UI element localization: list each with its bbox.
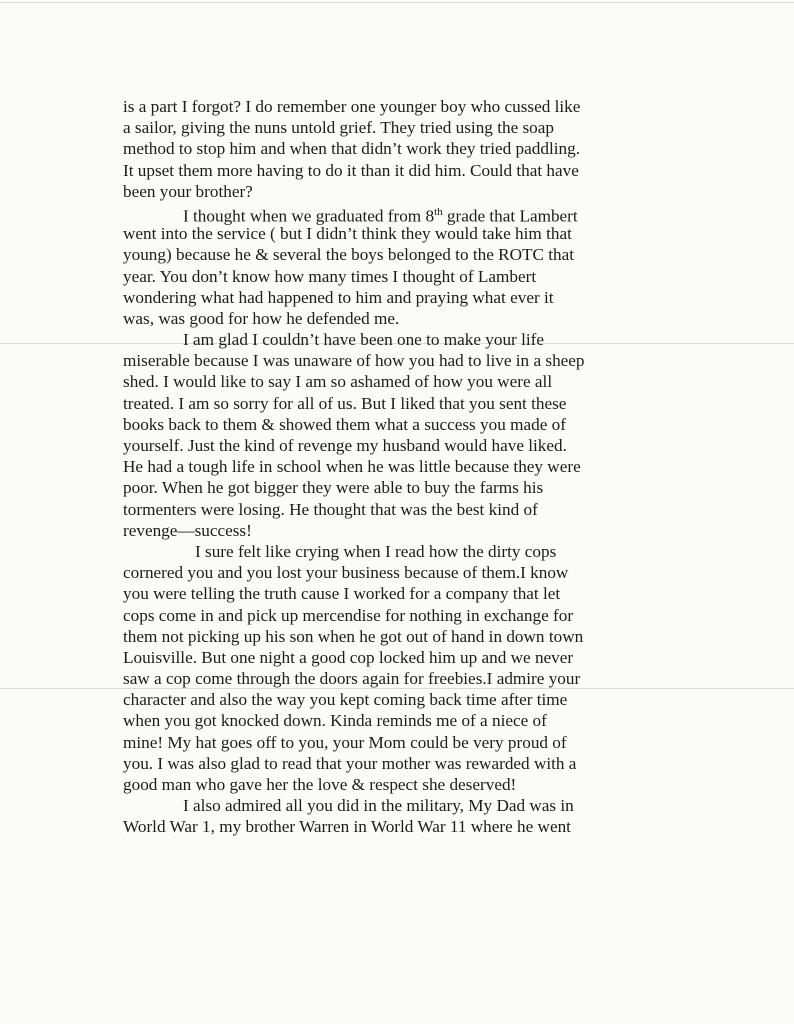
letter-line: poor. When he got bigger they were able to buy the farms his: [123, 478, 544, 498]
letter-line: them not picking up his son when he got out of hand in down town: [123, 626, 584, 646]
letter-line: year. You don’t know how many times I thought of Lambert: [123, 266, 537, 286]
letter-line: wondering what had happened to him and praying what ever it: [123, 287, 554, 307]
letter-line: treated. I am so sorry for all of us. But I liked that you sent these: [123, 393, 567, 413]
letter-line: It upset them more having to do it than it did him. Could that have: [123, 160, 579, 180]
letter-line: went into the service ( but I didn’t think they would take him that: [123, 224, 572, 244]
letter-line: method to stop him and when that didn’t work they tried paddling.: [123, 139, 580, 159]
letter-line: was, was good for how he defended me.: [123, 308, 400, 328]
letter-line: tormenters were losing. He thought that was the best kind of: [123, 499, 538, 519]
letter-line-graduation: [123, 202, 683, 226]
letter-line: mine! My hat goes off to you, your Mom could be very proud of: [123, 732, 567, 752]
letter-line: I am glad I couldn’t have been one to make your life: [183, 330, 544, 350]
letter-line-text: grade that Lambert: [442, 206, 578, 226]
letter-line: Louisville. But one night a good cop locked him up and we never: [123, 647, 574, 667]
letter-line: World War 1, my brother Warren in World War 11 where he went: [123, 817, 571, 837]
letter-line: I sure felt like crying when I read how the dirty cops: [195, 541, 557, 561]
letter-line: when you got knocked down. Kinda reminds me of a niece of: [123, 711, 547, 731]
letter-line: a sailor, giving the nuns untold grief. They tried using the soap: [123, 118, 554, 138]
superscript-th: th: [434, 205, 443, 218]
letter-line-text: I thought when we graduated from 8: [183, 206, 435, 226]
letter-line: you were telling the truth cause I worked for a company that let: [123, 584, 561, 604]
letter-line: books back to them & showed them what a success you made of: [123, 414, 566, 434]
letter-line: is a part I forgot? I do remember one younger boy who cussed like: [123, 97, 581, 116]
letter-line: good man who gave her the love & respect she deserved!: [123, 775, 517, 794]
letter-line: cornered you and you lost your business because of them.I know: [123, 563, 569, 583]
letter-line: you. I was also glad to read that your mother was rewarded with a: [123, 753, 577, 773]
letter-line: yourself. Just the kind of revenge my husband would have liked.: [123, 436, 567, 455]
letter-line: miserable because I was unaware of how you had to live in a sheep: [123, 351, 585, 371]
letter-line: revenge—success!: [123, 520, 252, 540]
letter-line: I also admired all you did in the military, My Dad was in: [183, 796, 574, 816]
page-edge: [0, 2, 794, 3]
letter-body: [123, 96, 683, 838]
letter-line: young) because he & several the boys belonged to the ROTC that: [123, 245, 575, 265]
letter-line: character and also the way you kept coming back time after time: [123, 690, 568, 710]
letter-line: shed. I would like to say I am so ashamed of how you were all: [123, 372, 553, 392]
letter-line: cops come in and pick up mercendise for nothing in exchange for: [123, 605, 574, 625]
letter-line: been your brother?: [123, 181, 253, 201]
letter-line: He had a tough life in school when he was little because they were: [123, 457, 581, 477]
letter-line: saw a cop come through the doors again for freebies.I admire your: [123, 669, 581, 689]
